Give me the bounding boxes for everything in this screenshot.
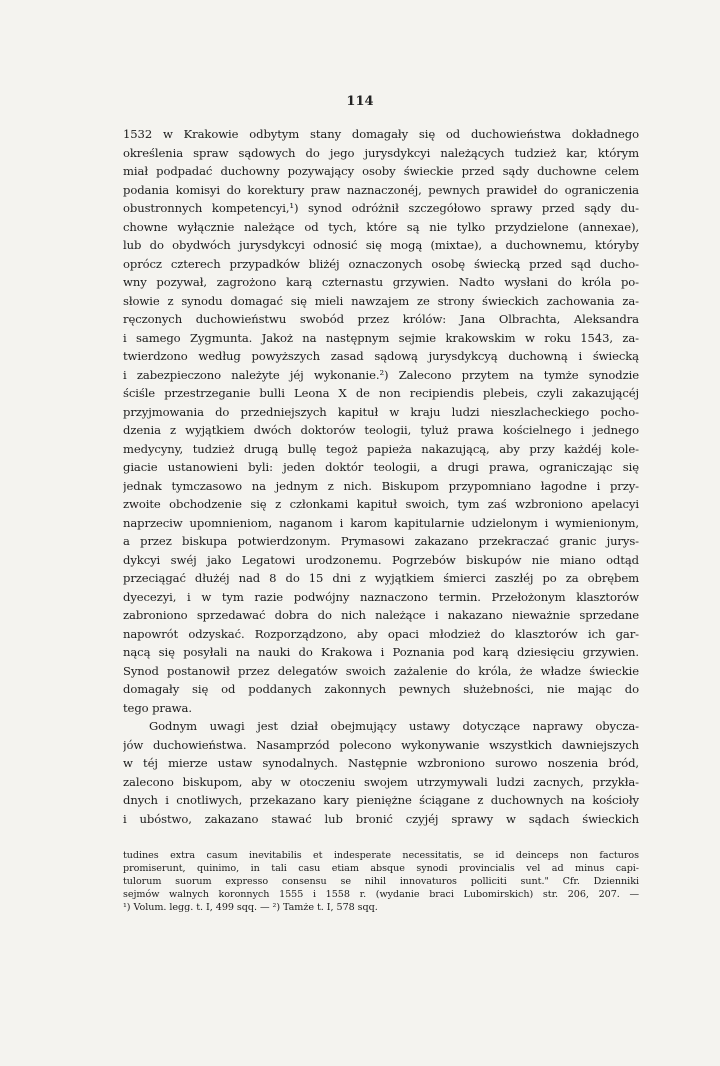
footnote-line: tudines extra casum inevitabilis et indesperate necessitatis, se id deinceps non facturos	[123, 850, 639, 861]
body-line: dzenia z wyjątkiem dwóch doktorów teologii, tyluż prawa kościelnego i jednego	[123, 423, 639, 437]
body-text	[123, 125, 639, 828]
footnote-line: tulorum suorum expresso consensu se nihil innovaturos polliciti sunt." Cfr. Dzienniki	[123, 876, 639, 887]
body-line: giacie ustanowieni byli: jeden doktór teologii, a drugi prawa, ograniczając się	[123, 460, 639, 474]
body-line: przeciągać dłużéj nad 8 do 15 dni z wyjątkiem śmierci zaszłéj po za obrębem	[123, 571, 639, 585]
body-line: i samego Zygmunta. Jakoż na następnym sejmie krakowskim w roku 1543, za-	[123, 330, 639, 345]
body-line: ściśle przestrzeganie bulli Leona X de non recipiendis plebeis, czyli zakazującéj	[123, 386, 639, 400]
body-line: napowrót odzyskać. Rozporządzono, aby opaci młodzież do klasztorów ich gar-	[123, 626, 639, 641]
body-line: nącą się posyłali na nauki do Krakowa i Poznania pod karą dziesięciu grzywien.	[123, 645, 639, 659]
body-line: oprócz czterech przypadków bliżéj oznaczonych osobę świecką przed sąd ducho-	[123, 256, 639, 271]
body-line: a przez biskupa potwierdzonym. Prymasowi zakazano przekraczać granic jurys-	[123, 534, 639, 548]
body-line: przyjmowania do przedniejszych kapituł w kraju ludzi nieszlacheckiego pocho-	[123, 404, 639, 419]
body-line: twierdzono według powyższych zasad sądową jurysdykcyą duchowną i świecką	[123, 349, 639, 363]
body-line: obustronnych kompetencyi,¹) synod odróżnił szczegółowo sprawy przed sądy du-	[123, 201, 639, 215]
body-line: miał podpadać duchowny pozywający osoby świeckie przed sądy duchowne celem	[123, 164, 639, 178]
body-line: ręczonych duchowieństwu swobód przez królów: Jana Olbrachta, Aleksandra	[123, 312, 639, 326]
body-line: i zabezpieczono należyte jéj wykonanie.²) Zalecono przytem na tymże synodzie	[123, 367, 639, 382]
body-line: zwoite obchodzenie się z członkami kapituł swoich, tym zaś wzbroniono apelacyi	[123, 497, 639, 511]
body-line: medycyny, tudzież drugą bullę tegoż papieża nakazującą, aby przy każdéj kole-	[123, 441, 639, 456]
body-line: zalecono biskupom, aby w otoczeniu swojem utrzymywali ludzi zacnych, przykła-	[123, 774, 639, 789]
body-line: jednak tymczasowo na jednym z nich. Biskupom przypomniano łagodne i przy-	[123, 478, 639, 493]
body-line: podania komisyi do korektury praw naznaczonéj, pewnych prawideł do ograniczenia	[123, 182, 639, 197]
body-line: dyecezyi, i w tym razie podwójny naznaczono termin. Przełożonym klasztorów	[123, 589, 639, 604]
body-line: i ubóstwo, zakazano stawać lub bronić czyjéj sprawy w sądach świeckich	[123, 811, 639, 826]
footnotes	[123, 849, 639, 914]
body-line: wny pozywał, zagrożono karą czternastu grzywien. Nadto wysłani do króla po-	[123, 275, 639, 289]
body-line: dnych i cnotliwych, przekazano kary pieniężne ściągane z duchownych na kościoły	[123, 793, 639, 807]
body-line: chowne wyłącznie należące od tych, które są nie tylko przydzielone (annexae),	[123, 219, 639, 234]
footnote-line: sejmów walnych koronnych 1555 i 1558 r. (wydanie braci Lubomirskich) str. 206, 207. —	[123, 889, 639, 900]
body-line: lub do obydwóch jurysdykcyi odnosić się mogą (mixtae), a duchownemu, któryby	[123, 238, 639, 252]
body-line: Godnym uwagi jest dział obejmujący ustawy dotyczące naprawy obycza-	[149, 719, 639, 733]
body-line: jów duchowieństwa. Nasamprzód polecono wykonywanie wszystkich dawniejszych	[123, 737, 639, 752]
body-line: domagały się od poddanych zakonnych pewnych służebności, nie mając do	[123, 682, 639, 696]
body-line: w téj mierze ustaw synodalnych. Następnie wzbroniono surowo noszenia bród,	[123, 756, 639, 770]
body-line: określenia spraw sądowych do jego jurysdykcyi należących tudzież kar, którym	[123, 145, 639, 160]
footnote-line: promiserunt, quinimo, in tali casu etiam absque synodi provincialis vel ad minus capi-	[123, 863, 639, 874]
body-line: tego prawa.	[123, 700, 192, 715]
footnote-line: ¹) Volum. legg. t. I, 499 sqq. — ²) Tamże t. I, 578 sqq.	[123, 902, 378, 913]
body-line: zabroniono sprzedawać dobra do nich należące i nakazano nieważnie sprzedane	[123, 608, 639, 622]
body-line: słowie z synodu domagać się mieli nawzajem ze strony świeckich zachowania za-	[123, 293, 639, 308]
body-line: Synod postanowił przez delegatów swoich zażalenie do króla, że władze świeckie	[123, 663, 639, 678]
body-line: naprzeciw upomnieniom, naganom i karom kapitularnie udzielonym i wymienionym,	[123, 515, 639, 530]
page-number: 114	[346, 94, 374, 109]
body-line: dykcyi swéj jako Legatowi urodzonemu. Pogrzebów biskupów nie miano odtąd	[123, 552, 639, 567]
body-line: 1532 w Krakowie odbytym stany domagały się od duchowieństwa dokładnego	[123, 127, 639, 141]
